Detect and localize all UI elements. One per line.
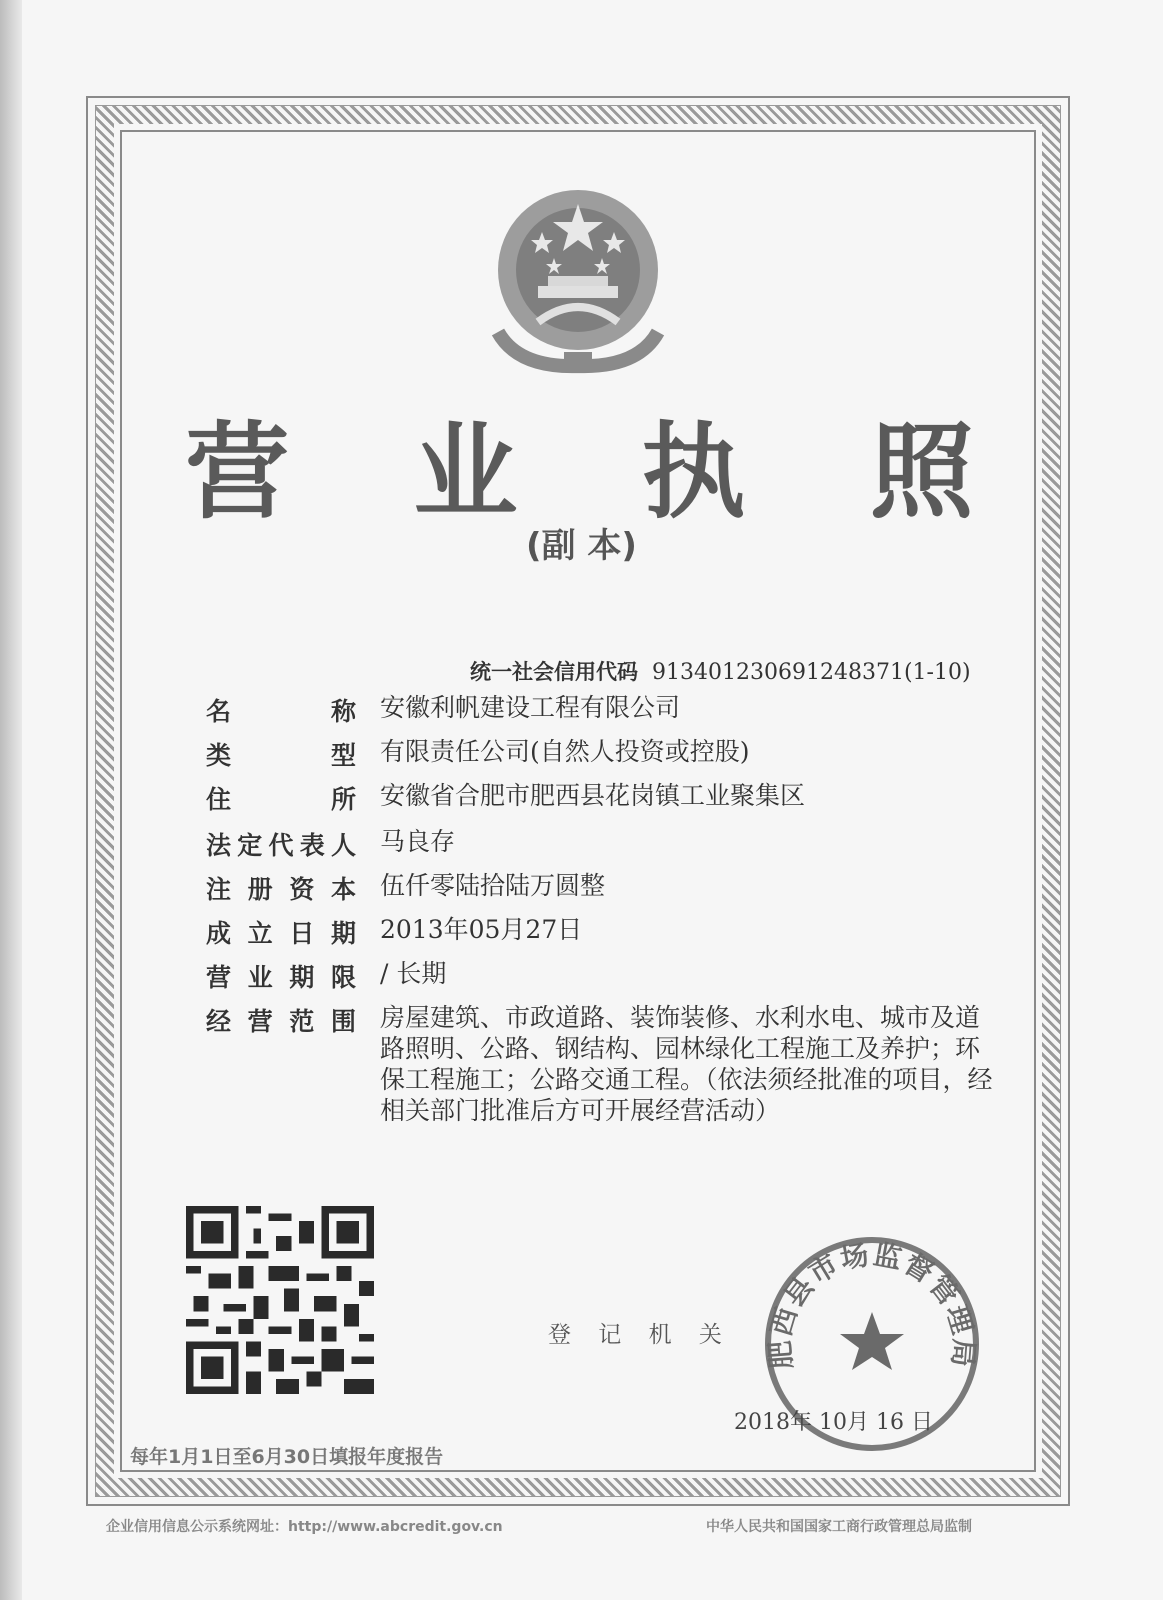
field-value: / 长期: [380, 959, 447, 988]
field-label: 注册资本: [206, 875, 356, 904]
field-value: 安徽利帆建设工程有限公司: [380, 693, 681, 722]
qr-code-icon: [186, 1206, 374, 1394]
field-value: 安徽省合肥市肥西县花岗镇工业聚集区: [380, 781, 806, 810]
scan-edge: [0, 0, 22, 1600]
field-label: 经营范围: [206, 1007, 356, 1036]
field-label: 法定代表人: [206, 831, 356, 860]
national-emblem-icon: [478, 182, 678, 378]
field-label: 类 型: [206, 741, 356, 770]
field-label: 名 称: [206, 697, 356, 726]
seal-text: 肥西县市场监督管理局: [763, 1237, 981, 1371]
credit-system-website: 企业信用信息公示系统网址：http://www.abcredit.gov.cn: [106, 1519, 503, 1535]
field-label: 成立日期: [206, 919, 356, 948]
field-value: 房屋建筑、市政道路、装饰装修、水利水电、城市及道路照明、公路、钢结构、园林绿化工程施工及养护；环保工程施工；公路交通工程。（依法须经批准的项目，经相关部门批准后方可开展经营活动）: [380, 1003, 993, 1125]
field-label: 住 所: [206, 785, 356, 814]
field-label: 营业期限: [206, 963, 356, 992]
supervisor-credit: 中华人民共和国国家工商行政管理总局监制: [706, 1519, 972, 1535]
field-value: 有限责任公司(自然人投资或控股): [380, 737, 750, 766]
credit-code-label: 统一社会信用代码: [470, 660, 638, 684]
registration-authority-label: 登 记 机 关: [548, 1322, 732, 1348]
annual-report-notice: 每年1月1日至6月30日填报年度报告: [130, 1446, 444, 1468]
credit-code: [470, 656, 971, 686]
credit-code-value: 913401230691248371(1-10): [652, 660, 971, 685]
field-value: 马良存: [380, 827, 456, 856]
document-title: 营 业 执 照: [185, 411, 1018, 533]
issue-date: 2018年 10月 16 日: [734, 1410, 933, 1435]
document-subtitle: (副 本): [526, 526, 637, 566]
field-value: 2013年05月27日: [380, 915, 583, 944]
field-value: 伍仟零陆拾陆万圆整: [380, 871, 606, 900]
